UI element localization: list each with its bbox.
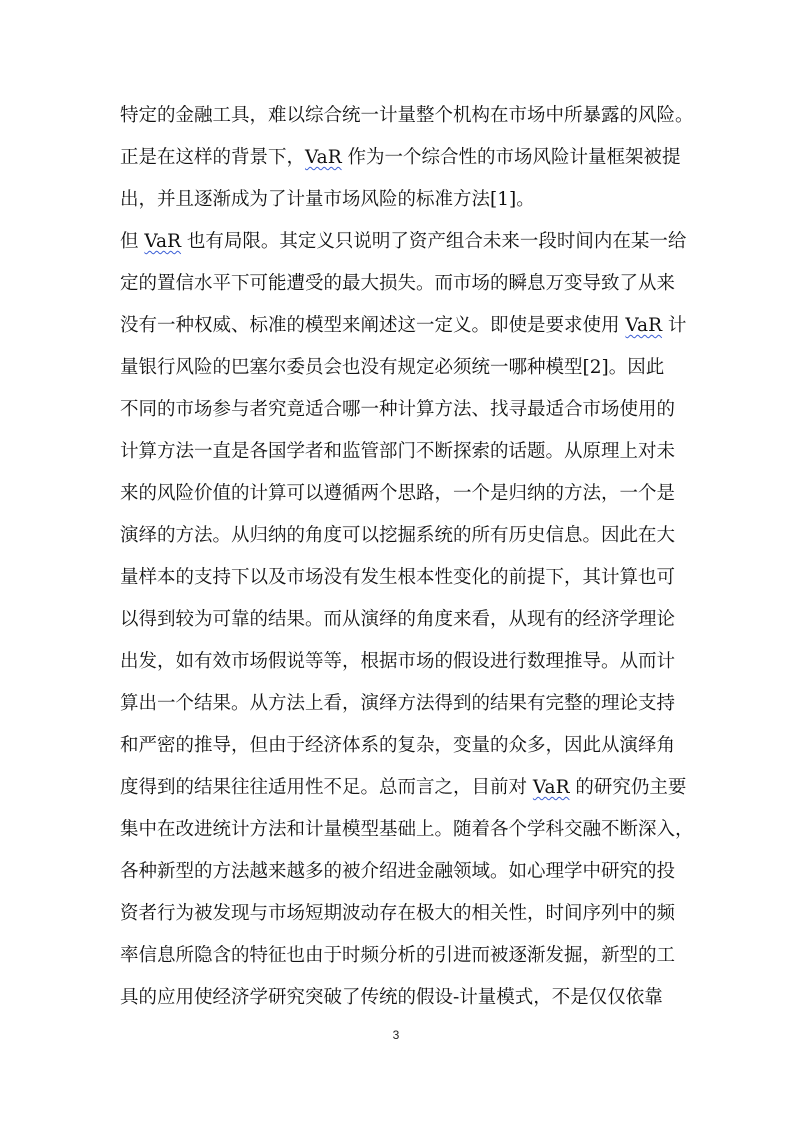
text-line: 不同的市场参与者究竟适合哪一种计算方法、找寻最适合市场使用的 <box>120 399 676 420</box>
text-line: 来的风险价值的计算可以遵循两个思路，一个是归纳的方法，一个是 <box>120 483 676 504</box>
var-term: VaR <box>625 315 663 336</box>
text-line: 和严密的推导，但由于经济体系的复杂，变量的众多，因此从演绎角 <box>120 735 676 756</box>
text-segment: 的研究仍主要 <box>569 777 687 798</box>
text-segment: 度得到的结果往往适用性不足。总而言之，目前对 <box>120 777 533 798</box>
text-line: 算出一个结果。从方法上看，演绎方法得到的结果有完整的理论支持 <box>120 693 676 714</box>
text-line <box>120 311 690 341</box>
text-line <box>120 227 690 257</box>
text-line: 计算方法一直是各国学者和监管部门不断探索的话题。从原理上对未 <box>120 441 676 462</box>
text-line: 出发，如有效市场假说等等，根据市场的假设进行数理推导。从而计 <box>120 651 676 672</box>
text-segment: 也有局限。其定义只说明了资产组合未来一段时间内在某一给 <box>181 231 687 252</box>
text-segment: 作为一个综合性的市场风险计量框架被提 <box>341 147 681 168</box>
var-term: VaR <box>144 231 182 252</box>
text-line: 各种新型的方法越来越多的被介绍进金融领域。如心理学中研究的投 <box>120 861 676 882</box>
text-line: 量样本的支持下以及市场没有发生根本性变化的前提下，其计算也可 <box>120 567 676 588</box>
text-line: 特定的金融工具，难以综合统一计量整个机构在市场中所暴露的风险。 <box>120 105 694 126</box>
text-line: 量银行风险的巴塞尔委员会也没有规定必须统一哪种模型[2]。因此 <box>120 357 665 378</box>
text-segment: 正是在这样的背景下， <box>120 147 306 168</box>
page-number: 3 <box>392 1028 400 1042</box>
text-line: 资者行为被发现与市场短期波动存在极大的相关性，时间序列中的频 <box>120 903 676 924</box>
text-line: 出，并且逐渐成为了计量市场风险的标准方法[1]。 <box>120 189 535 210</box>
var-term: VaR <box>532 777 570 798</box>
text-segment: 但 <box>120 231 145 252</box>
text-line: 率信息所隐含的特征也由于时频分析的引进而被逐渐发掘，新型的工 <box>120 945 676 966</box>
text-segment: 没有一种权威、标准的模型来阐述这一定义。即使是要求使用 <box>120 315 626 336</box>
text-line <box>120 773 690 803</box>
text-line: 以得到较为可靠的结果。而从演绎的角度来看，从现有的经济学理论 <box>120 609 676 630</box>
var-term: VaR <box>305 147 342 168</box>
text-segment: 计 <box>662 315 687 336</box>
text-line: 具的应用使经济学研究突破了传统的假设-计量模式，不是仅仅依靠 <box>120 987 663 1008</box>
text-line <box>120 143 690 173</box>
text-line: 集中在改进统计方法和计量模型基础上。随着各个学科交融不断深入， <box>120 819 694 840</box>
text-line: 定的置信水平下可能遭受的最大损失。而市场的瞬息万变导致了从来 <box>120 273 676 294</box>
text-line: 演绎的方法。从归纳的角度可以挖掘系统的所有历史信息。因此在大 <box>120 525 676 546</box>
